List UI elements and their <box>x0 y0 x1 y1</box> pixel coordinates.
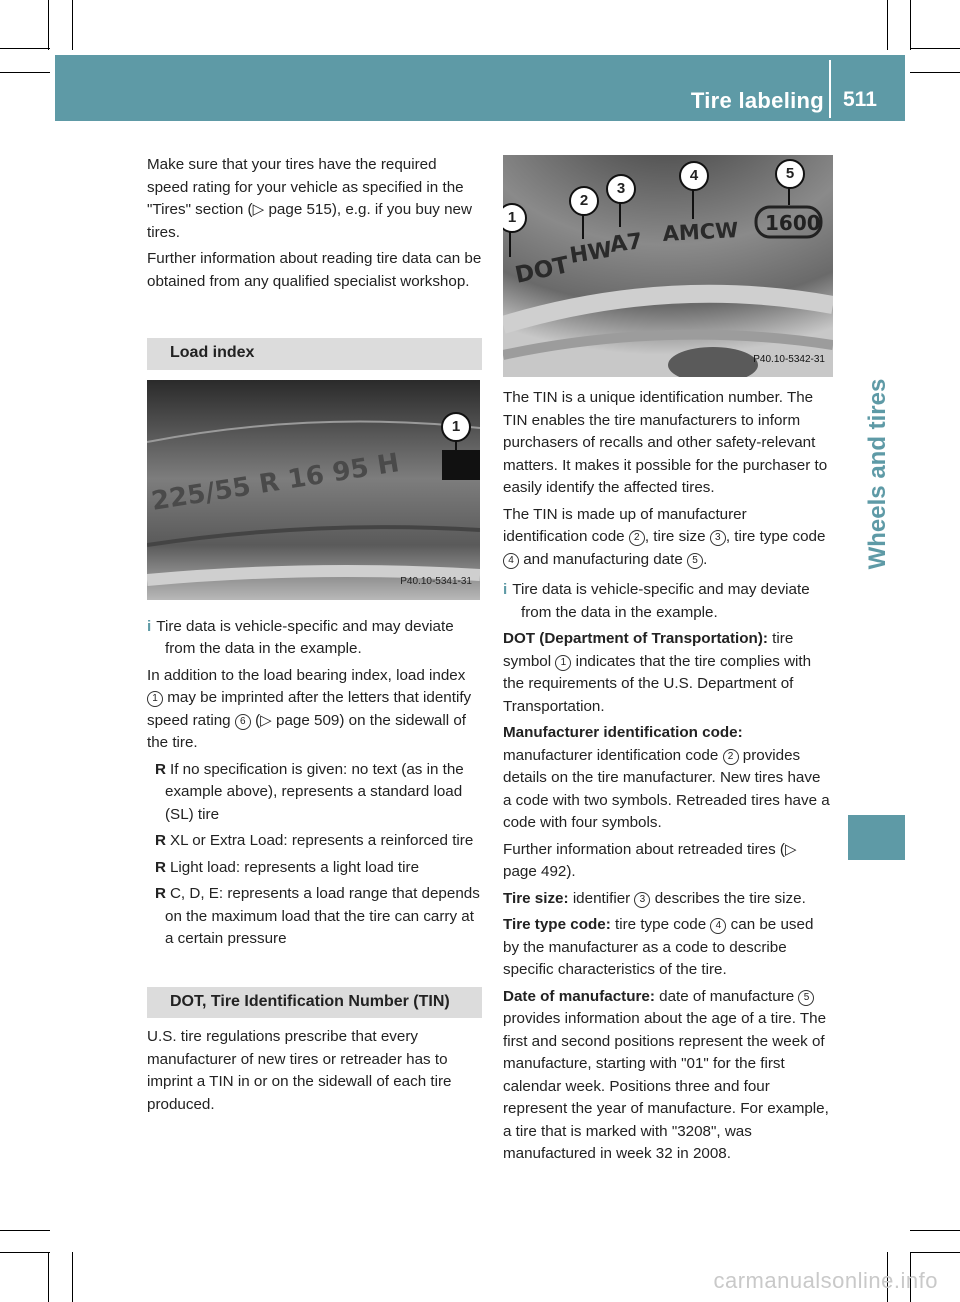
callout-3: 3 <box>606 174 636 204</box>
right-column <box>503 155 833 1170</box>
paragraph: Further information about reading tire data can be obtained from any qualified specialist workshop. <box>147 250 482 290</box>
definition-size: Tire size: identifier 3 describes the tire size. <box>503 889 806 907</box>
callout-ref: 4 <box>710 918 726 934</box>
section-title: Tire labeling <box>690 88 824 113</box>
tire-sidewall-image <box>147 380 480 600</box>
crop-mark <box>0 48 50 49</box>
tin-label-a7: A7 <box>608 229 644 258</box>
crop-mark <box>0 1230 50 1231</box>
paragraph: Make sure that your tires have the required speed rating for your vehicle as specified in the "Tires" section (▷ page 515), e.g. if you buy new tires. <box>147 156 472 241</box>
callout-ref: 6 <box>235 714 251 730</box>
paragraph: U.S. tire regulations prescribe that every manufacturer of new tires or retreader has to imprint a TIN in or on the sidewall of each tire produced. <box>147 1028 452 1113</box>
info-icon: i <box>147 617 152 635</box>
definition-manufacturer: Manufacturer identification code: manufacturer identification code 2 provides details on the tire manufacturer. New tires have a code with two symbols. Retreaded tires have a code with four symbols. <box>503 724 830 831</box>
callout-ref: 5 <box>687 553 703 569</box>
info-note: i Tire data is vehicle-specific and may deviate from the data in the example. <box>147 617 454 657</box>
definition-date: Date of manufacture: date of manufacture 5 provides information about the age of a tire. The first and second positions represent the week of manufacture, starting with "01" for the first calendar week. Positions three and four represent the year of manufacture. For example, a tire that is marked with "3208", was manufactured in week 32 in 2008. <box>503 987 829 1162</box>
list-item: R If no specification is given: no text (as in the example above), represents a standard load (SL) tire <box>155 760 464 823</box>
list-item: R Light load: represents a light load tire <box>155 858 420 876</box>
callout-1: 1 <box>503 203 527 233</box>
tin-label-hw: HW <box>568 237 615 269</box>
chapter-tab <box>848 150 904 810</box>
callout-2: 2 <box>569 186 599 216</box>
image-code: P40.10-5341-31 <box>400 576 472 587</box>
info-icon: i <box>503 581 508 598</box>
list-item: R C, D, E: represents a load range that depends on the maximum load that the tire can carry at a certain pressure <box>155 885 480 947</box>
crop-mark <box>910 72 960 73</box>
crop-mark <box>910 48 960 49</box>
section-heading-dot-tin: DOT, Tire Identification Number (TIN) <box>147 987 482 1019</box>
sidewall-lettering: 225/55 R 16 95 H <box>149 447 402 517</box>
paragraph: Further information about retreaded tires (▷ page 492). <box>503 840 797 880</box>
definition-type: Tire type code: tire type code 4 can be used by the manufacturer as a code to describe specific characteristics of the tire. <box>503 916 814 978</box>
callout-ref: 5 <box>798 990 814 1006</box>
tin-label-amcw: AMCW <box>662 218 739 246</box>
paragraph: The TIN is made up of manufacturer identification code 2 , tire size 3 , tire type code 4 and manufacturing date 5 . <box>503 505 826 568</box>
tin-label-dot: DOT <box>512 252 572 289</box>
chapter-label: Wheels and tires <box>864 378 891 570</box>
paragraph: In addition to the load bearing index, load index 1 may be imprinted after the letters that identify speed rating 6 (▷ page 509) on the sidewall of the tire. <box>147 666 472 751</box>
tin-code-image <box>503 155 833 377</box>
crop-mark <box>0 1252 50 1253</box>
info-note: i Tire data is vehicle-specific and may deviate from the data in the example. <box>503 581 810 621</box>
crop-mark <box>910 1252 960 1253</box>
callout-1: 1 <box>441 412 471 442</box>
callout-ref: 3 <box>710 530 726 546</box>
callout-ref: 3 <box>634 892 650 908</box>
callout-ref: 1 <box>147 691 163 707</box>
tin-code-graphic <box>503 155 833 377</box>
crop-mark <box>48 1252 49 1302</box>
tin-label-date: 1600 <box>765 211 821 235</box>
crop-mark <box>0 72 50 73</box>
definition-dot: DOT (Department of Transportation): tire symbol 1 indicates that the tire complies with the requirements of the U.S. Department of Transportation. <box>503 630 812 715</box>
header-divider <box>829 60 831 118</box>
chapter-marker <box>848 815 905 860</box>
crop-mark <box>72 1252 73 1302</box>
section-heading-load-index: Load index <box>147 338 482 370</box>
tire-sidewall-graphic <box>147 380 480 600</box>
image-code: P40.10-5342-31 <box>753 353 825 365</box>
callout-ref: 4 <box>503 553 519 569</box>
callout-ref: 2 <box>723 749 739 765</box>
paragraph: The TIN is a unique identification number. The TIN enables the tire manufacturers to inform purchasers of recalls and other safety-relevant matters. It makes it possible for the purchaser to easily identify the affected tires. <box>503 389 828 496</box>
crop-mark <box>910 0 911 50</box>
crop-mark <box>72 0 73 50</box>
crop-mark <box>910 1230 960 1231</box>
crop-mark <box>48 0 49 50</box>
callout-4: 4 <box>679 161 709 191</box>
callout-5: 5 <box>775 159 805 189</box>
crop-mark <box>887 0 888 50</box>
footer-watermark: carmanualsonline.info <box>713 1268 938 1293</box>
page-number: 511 <box>843 88 877 111</box>
callout-ref: 2 <box>629 530 645 546</box>
callout-ref: 1 <box>555 655 571 671</box>
left-column <box>147 154 482 1120</box>
list-item: R XL or Extra Load: represents a reinforced tire <box>155 832 474 849</box>
